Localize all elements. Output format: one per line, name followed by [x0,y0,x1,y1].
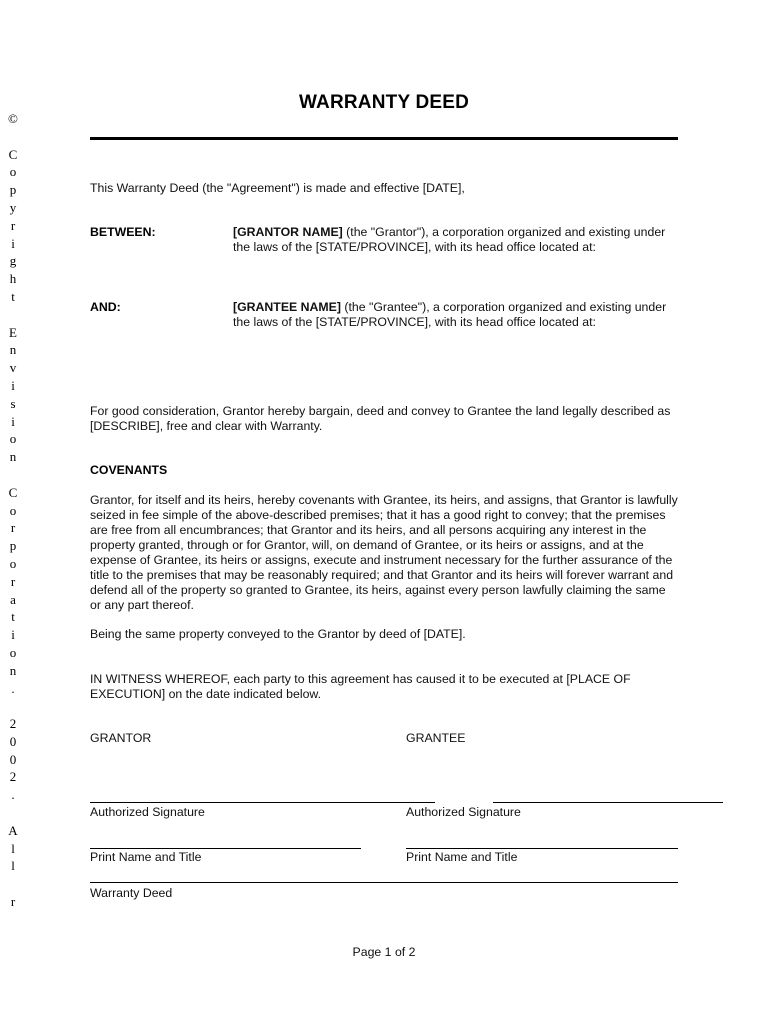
copyright-char: p [9,182,17,198]
copyright-char: a [10,591,16,607]
copyright-char: p [9,538,17,554]
copyright-char: C [8,146,18,162]
copyright-char: g [9,253,17,269]
grantor-label: GRANTOR [90,731,152,745]
copyright-char: © [8,111,18,126]
grantor-name-placeholder: [GRANTOR NAME] [233,225,343,239]
and-label: AND: [90,300,121,314]
copyright-char [6,306,20,324]
copyright-char: . [11,787,15,803]
grantee-print-name-label: Print Name and Title [406,850,518,864]
page-number: Page 1 of 2 [352,945,416,959]
document-title: WARRANTY DEED [298,92,470,113]
grantor-print-name-label: Print Name and Title [90,850,202,864]
copyright-char [6,697,20,715]
copyright-char: i [11,235,15,251]
covenants-paragraph: Grantor, for itself and its heirs, hereby covenants with Grantee, its heirs, and assigns, that Grantor is lawfully seized in fee simple of the above-described premises; that it has a good right to convey; that the premises are free from all encumbrances; that Grantor and its heirs, and all persons acquiring any interest in the property granted, through or for Grantor, will, on demand of Grantee, or its heirs or assigns, and at the expense of Grantee, its heirs or assigns, execute and instrument necessary for the further assurance of the title to the premises that may be reasonably required; and that Grantor and its heirs will forever warrant and defend all of the property so granted to Grantee, its heirs, against every person lawfully claiming the same or any part thereof. [90,493,678,612]
witness-paragraph: IN WITNESS WHEREOF, each party to this agreement has caused it to be executed at [PLACE OF EXECUTION] on the date indicated below. [90,672,631,701]
copyright-char: 0 [9,733,17,749]
copyright-char: A [8,822,18,838]
grantee-label: GRANTEE [406,731,466,745]
copyright-char: 2 [9,769,17,785]
grantee-name-placeholder: [GRANTEE NAME] [233,300,341,314]
copyright-char: r [10,217,16,233]
copyright-char: o [9,431,17,447]
copyright-char: y [9,199,17,215]
grantor-print-name-line [90,848,361,849]
copyright-char: n [9,342,17,358]
copyright-char: i [11,413,15,429]
consideration-paragraph: For good consideration, Grantor hereby bargain, deed and convey to Grantee the land legally described as [DESCRIBE], free and clear with Warranty. [90,404,671,433]
copyright-char: h [9,271,17,287]
copyright-char: . [11,680,15,696]
copyright-char: t [11,288,15,304]
copyright-char: 0 [9,751,17,767]
grantee-print-name-line [406,848,678,849]
same-property-paragraph: Being the same property conveyed to the Grantor by deed of [DATE]. [90,627,466,641]
copyright-char: o [9,555,17,571]
copyright-char: t [11,609,15,625]
grantor-clause [233,225,683,255]
copyright-char: r [10,573,16,589]
intro-paragraph: This Warranty Deed (the "Agreement") is made and effective [DATE], [90,181,465,195]
covenants-heading: COVENANTS [90,463,168,477]
copyright-char: C [8,484,18,500]
copyright-char: 2 [9,716,17,732]
grantee-authorized-signature-label: Authorized Signature [406,805,521,819]
vertical-copyright-notice [6,110,20,911]
copyright-char: o [9,164,17,180]
title-rule [90,137,678,140]
grantor-clause-text: (the "Grantor"), a corporation organized and existing under the laws of the [STATE/PROVINCE], with its head office located at: [233,225,666,254]
copyright-char: v [9,360,17,376]
copyright-char: o [9,644,17,660]
copyright-char: n [9,662,17,678]
footer-rule [90,882,678,883]
copyright-char: r [10,520,16,536]
copyright-char: r [10,894,16,910]
copyright-char: l [11,858,15,874]
copyright-char [6,466,20,484]
copyright-char [6,128,20,146]
copyright-char [6,875,20,893]
grantee-clause-text: (the "Grantee"), a corporation organized and existing under the laws of the [STATE/PROVINCE], with its head office located at: [233,300,667,329]
copyright-char: s [10,395,16,411]
copyright-char: o [9,502,17,518]
copyright-char [6,804,20,822]
copyright-char: l [11,840,15,856]
document-name-footer: Warranty Deed [90,886,173,900]
grantor-signature-line [90,802,435,803]
copyright-char: i [11,377,15,393]
grantor-authorized-signature-label: Authorized Signature [90,805,205,819]
copyright-char: i [11,627,15,643]
copyright-char: E [9,324,17,340]
grantee-signature-line [493,802,723,803]
between-label: BETWEEN: [90,225,156,239]
grantee-clause [233,300,683,330]
copyright-char: n [9,449,17,465]
